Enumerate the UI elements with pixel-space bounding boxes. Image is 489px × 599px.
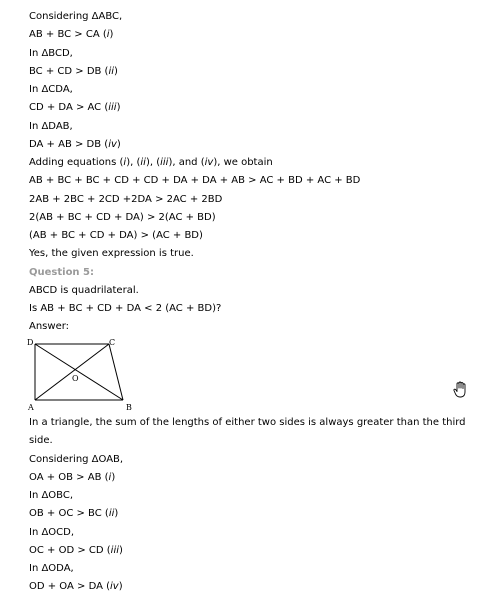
text-segment: AB + BC > CA ( bbox=[29, 29, 107, 41]
text-segment: OD + OA > DA ( bbox=[29, 581, 111, 593]
equation-number: iv bbox=[110, 581, 119, 593]
text-segment: Question 5: bbox=[29, 266, 94, 278]
label-b: B bbox=[126, 403, 132, 412]
text-segment: BC + CD > DB ( bbox=[29, 65, 109, 77]
text-segment: In ΔODA, bbox=[29, 563, 74, 574]
text-segment: ) bbox=[109, 29, 114, 41]
text-segment: ) bbox=[111, 471, 116, 483]
label-d: D bbox=[27, 338, 34, 347]
quadrilateral-figure bbox=[27, 337, 137, 415]
text-segment: ), ( bbox=[126, 157, 141, 168]
diagonal-ac bbox=[35, 344, 109, 400]
text-segment: DA + AB > DB ( bbox=[29, 138, 109, 150]
text-segment: Considering ΔOAB, bbox=[29, 453, 124, 465]
diagonal-db bbox=[35, 344, 123, 400]
text-segment: ) bbox=[116, 102, 121, 114]
text-segment: Is AB + BC + CD + DA < 2 (AC + BD)? bbox=[29, 303, 222, 314]
text-line bbox=[29, 526, 74, 539]
equation-number: i bbox=[106, 29, 110, 41]
text-line bbox=[29, 211, 216, 224]
text-segment: In ΔBCD, bbox=[29, 47, 73, 59]
text-line bbox=[29, 138, 121, 151]
text-line bbox=[29, 120, 73, 133]
hand-cursor-icon bbox=[453, 381, 469, 399]
text-segment: ), ( bbox=[145, 157, 161, 168]
text-line bbox=[29, 101, 121, 114]
text-line bbox=[29, 544, 123, 557]
text-segment: In ΔOBC, bbox=[29, 490, 74, 501]
question-heading bbox=[29, 266, 94, 279]
text-segment: side. bbox=[29, 435, 53, 447]
text-segment: Considering ΔABC, bbox=[29, 11, 123, 22]
text-line bbox=[29, 580, 123, 593]
text-segment: In ΔDAB, bbox=[29, 120, 73, 132]
text-line bbox=[29, 193, 222, 206]
text-segment: ) bbox=[114, 508, 119, 520]
equation-number: ii bbox=[108, 508, 115, 520]
text-segment: (AB + BC + CD + DA) > (AC + BD) bbox=[29, 230, 203, 241]
text-segment: 2(AB + BC + CD + DA) > 2(AC + BD) bbox=[29, 211, 216, 223]
text-line bbox=[29, 434, 53, 447]
text-segment: ) bbox=[118, 581, 123, 593]
equation-number: i bbox=[108, 471, 112, 483]
text-segment: 2AB + 2BC + 2CD +2DA > 2AC + 2BD bbox=[29, 193, 223, 205]
text-segment: ABCD is quadrilateral. bbox=[29, 284, 139, 296]
label-a: A bbox=[28, 403, 34, 412]
text-line bbox=[29, 83, 73, 96]
text-segment: In ΔCDA, bbox=[29, 84, 73, 95]
equation-number: ii bbox=[140, 157, 146, 168]
equation-number: iv bbox=[108, 138, 117, 150]
text-line bbox=[29, 28, 113, 41]
text-line bbox=[29, 284, 139, 297]
text-line bbox=[29, 47, 73, 60]
text-segment: AB + BC + BC + CD + CD + DA + DA + AB > AC + BD + AC + BD bbox=[29, 175, 361, 187]
text-segment: ) bbox=[119, 544, 123, 556]
text-segment: Adding equations ( bbox=[29, 157, 124, 168]
text-segment: ), we obtain bbox=[213, 157, 273, 168]
text-line bbox=[29, 10, 122, 23]
text-segment: OC + OD > CD ( bbox=[29, 544, 111, 556]
text-line bbox=[29, 471, 115, 484]
text-segment: ) bbox=[116, 138, 121, 150]
text-segment: OA + OB > AB ( bbox=[29, 471, 109, 483]
text-line bbox=[29, 174, 360, 187]
text-line bbox=[29, 416, 466, 429]
text-line bbox=[29, 247, 194, 260]
text-line bbox=[29, 453, 123, 466]
text-line bbox=[29, 562, 74, 575]
equation-number: iii bbox=[110, 544, 120, 556]
text-line bbox=[29, 302, 221, 315]
text-segment: OB + OC > BC ( bbox=[29, 508, 109, 520]
side-cb bbox=[109, 344, 123, 400]
text-line bbox=[29, 156, 273, 169]
label-o: O bbox=[72, 374, 79, 383]
text-segment: In a triangle, the sum of the lengths of either two sides is always greater than the third bbox=[29, 417, 466, 428]
text-segment: ), and ( bbox=[168, 157, 205, 168]
text-segment: ) bbox=[114, 65, 118, 77]
text-line bbox=[29, 320, 69, 333]
text-segment: Yes, the given expression is true. bbox=[29, 248, 194, 260]
equation-number: i bbox=[123, 157, 127, 168]
text-line bbox=[29, 65, 118, 78]
text-line bbox=[29, 229, 203, 242]
equation-number: iv bbox=[204, 157, 214, 168]
text-line bbox=[29, 489, 73, 502]
text-line bbox=[29, 507, 118, 520]
equation-number: ii bbox=[108, 65, 115, 77]
text-segment: Answer: bbox=[29, 321, 70, 333]
label-c: C bbox=[109, 338, 116, 347]
text-segment: In ΔOCD, bbox=[29, 526, 75, 538]
text-segment: CD + DA > AC ( bbox=[29, 102, 109, 114]
equation-number: iii bbox=[160, 157, 169, 168]
equation-number: iii bbox=[108, 102, 117, 114]
